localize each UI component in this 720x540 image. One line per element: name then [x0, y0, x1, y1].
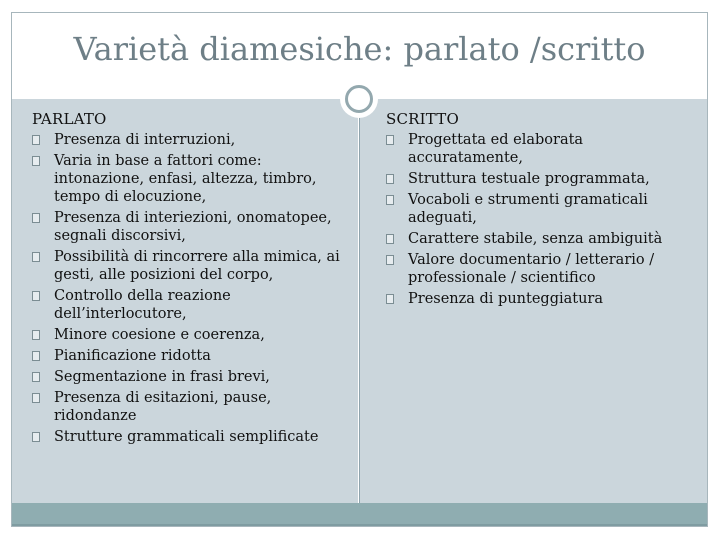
- list-item: [32, 368, 350, 386]
- list-item: [32, 131, 350, 149]
- square-bullet-icon: [32, 213, 40, 223]
- list-item-text: Minore coesione e coerenza,: [54, 327, 265, 343]
- square-bullet-icon: [32, 252, 40, 262]
- list-item-text: Presenza di esitazioni, pause, ridondanze: [54, 390, 272, 424]
- list-item-text: Pianificazione ridotta: [54, 348, 211, 364]
- left-column: [32, 110, 350, 449]
- square-bullet-icon: [386, 174, 394, 184]
- list-item: [386, 230, 686, 248]
- square-bullet-icon: [32, 135, 40, 145]
- list-item-text: Vocaboli e strumenti gramaticali adeguati,: [408, 192, 648, 226]
- slide-title: Varietà diamesiche: parlato /scritto: [73, 30, 646, 68]
- list-item-text: Carattere stabile, senza ambiguità: [408, 231, 663, 247]
- square-bullet-icon: [32, 156, 40, 166]
- list-item-text: Presenza di interiezioni, onomatopee, segnali discorsivi,: [54, 210, 332, 244]
- list-item: [32, 209, 350, 245]
- square-bullet-icon: [32, 393, 40, 403]
- list-item-text: Struttura testuale programmata,: [408, 171, 650, 187]
- list-item: [386, 290, 686, 308]
- square-bullet-icon: [32, 372, 40, 382]
- list-item: [32, 428, 350, 446]
- list-item: [32, 287, 350, 323]
- square-bullet-icon: [386, 255, 394, 265]
- square-bullet-icon: [32, 330, 40, 340]
- vertical-divider-line: [359, 99, 360, 503]
- list-item: [386, 131, 686, 167]
- square-bullet-icon: [386, 195, 394, 205]
- list-item: [386, 191, 686, 227]
- list-item-text: Strutture grammaticali semplificate: [54, 429, 319, 445]
- square-bullet-icon: [386, 135, 394, 145]
- list-item: [32, 389, 350, 425]
- list-item: [386, 170, 686, 188]
- list-item-text: Segmentazione in frasi brevi,: [54, 369, 270, 385]
- list-item-text: Progettata ed elaborata accuratamente,: [408, 132, 584, 166]
- list-item-text: Possibilità di rincorrere alla mimica, ai gesti, alle posizioni del corpo,: [54, 249, 340, 283]
- list-item: [32, 152, 350, 206]
- square-bullet-icon: [32, 351, 40, 361]
- list-item: [32, 326, 350, 344]
- parlato-list: [32, 131, 350, 446]
- list-item-text: Varia in base a fattori come: intonazione, enfasi, altezza, timbro, tempo di elocuzione,: [54, 153, 317, 205]
- list-item-text: Presenza di punteggiatura: [408, 291, 604, 307]
- square-bullet-icon: [32, 291, 40, 301]
- list-item-text: Valore documentario / letterario / professionale / scientifico: [408, 252, 655, 286]
- footer-bar: [12, 503, 707, 525]
- list-item: [386, 251, 686, 287]
- list-item-text: Presenza di interruzioni,: [54, 132, 236, 148]
- column-heading-scritto: SCRITTO: [386, 110, 459, 128]
- scritto-list: [386, 131, 686, 308]
- square-bullet-icon: [32, 432, 40, 442]
- list-item: [32, 248, 350, 284]
- right-column: [386, 110, 686, 311]
- list-item-text: Controllo della reazione dell’interlocutore,: [54, 288, 231, 322]
- footer-line: [12, 524, 707, 526]
- square-bullet-icon: [386, 234, 394, 244]
- square-bullet-icon: [386, 294, 394, 304]
- list-item: [32, 347, 350, 365]
- column-heading-parlato: PARLATO: [32, 110, 107, 128]
